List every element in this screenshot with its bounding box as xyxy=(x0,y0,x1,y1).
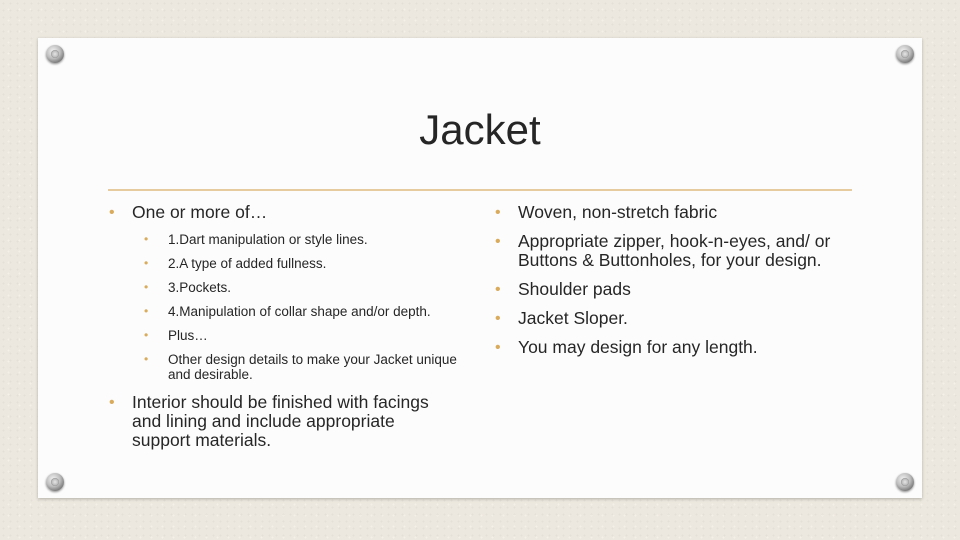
bullet-icon: • xyxy=(144,352,149,366)
list-item-text: 1.Dart manipulation or style lines. xyxy=(168,232,368,247)
list-item xyxy=(494,338,864,357)
list-item xyxy=(108,304,468,319)
bullet-icon: • xyxy=(109,204,115,221)
thumbtack-icon xyxy=(46,473,64,491)
list-item-text: 2.A type of added fullness. xyxy=(168,256,327,271)
bullet-icon: • xyxy=(144,280,149,294)
list-item-text: You may design for any length. xyxy=(518,337,758,357)
list-item-text: Woven, non-stretch fabric xyxy=(518,202,718,222)
list-item xyxy=(494,203,864,222)
bullet-icon: • xyxy=(495,339,501,356)
list-item xyxy=(494,280,864,299)
list-item xyxy=(494,309,864,328)
title-divider xyxy=(108,189,852,191)
bullet-icon: • xyxy=(144,256,149,270)
thumbtack-icon xyxy=(896,45,914,63)
thumbtack-icon xyxy=(46,45,64,63)
right-column xyxy=(494,202,864,357)
bullet-icon: • xyxy=(144,328,149,342)
left-bullet-list xyxy=(108,203,468,450)
list-item-text: Other design details to make your Jacket unique and desirable. xyxy=(168,352,457,382)
list-item xyxy=(108,203,468,222)
bullet-icon: • xyxy=(144,232,149,246)
slide-card xyxy=(38,38,922,498)
list-item-text: Interior should be finished with facings and lining and include appropriate support materials. xyxy=(132,392,429,450)
list-item-text: One or more of… xyxy=(132,202,268,222)
bullet-icon: • xyxy=(109,394,115,411)
bullet-icon: • xyxy=(495,204,501,221)
list-item-text: Appropriate zipper, hook-n-eyes, and/ or Buttons & Buttonholes, for your design. xyxy=(518,231,831,270)
list-item xyxy=(108,256,468,271)
list-item xyxy=(108,328,468,343)
list-item xyxy=(108,352,458,382)
list-item-text: Jacket Sloper. xyxy=(518,308,628,328)
bullet-icon: • xyxy=(495,310,501,327)
slide-title: Jacket xyxy=(419,106,541,153)
list-item xyxy=(108,280,468,295)
thumbtack-icon xyxy=(896,473,914,491)
list-item-text: 4.Manipulation of collar shape and/or depth. xyxy=(168,304,431,319)
list-item xyxy=(108,232,468,247)
list-item-text: 3.Pockets. xyxy=(168,280,232,295)
bullet-icon: • xyxy=(495,233,501,250)
bullet-icon: • xyxy=(495,281,501,298)
list-item-text: Shoulder pads xyxy=(518,279,631,299)
list-item xyxy=(494,232,863,270)
bullet-icon: • xyxy=(144,304,149,318)
right-bullet-list xyxy=(494,203,864,357)
list-item xyxy=(108,393,450,450)
left-column xyxy=(108,202,468,450)
list-item-text: Plus… xyxy=(168,328,208,343)
